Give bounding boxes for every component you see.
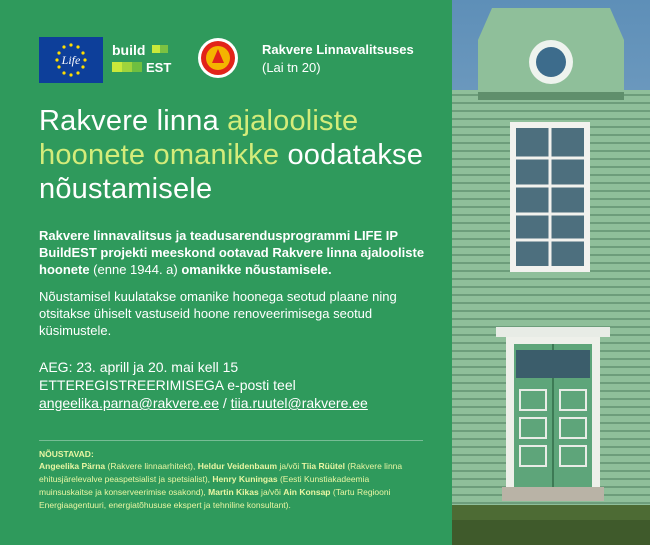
eu-life-text: Life	[61, 53, 81, 67]
divider	[39, 440, 423, 441]
rakvere-emblem	[197, 37, 239, 79]
lead-end: omanikke nõustamisele.	[181, 262, 332, 277]
est-text: EST	[146, 60, 172, 75]
title-highlight: ajalooliste hoonete omanikke	[39, 105, 359, 171]
body-paragraph: Nõustamisel kuulatakse omanike hoonega seotud plaane ning otsitakse ühiselt vastuseid hoone renoveerimisega seotud küsimustele.	[39, 289, 397, 338]
page-title	[39, 104, 449, 206]
build-text: build	[112, 42, 146, 58]
title-part1: Rakvere linna	[39, 105, 228, 137]
advisors-heading: NÕUSTAVAD:	[39, 449, 94, 459]
schedule-time: AEG: 23. aprill ja 20. mai kell 15	[39, 359, 239, 375]
advisor-name: Angeelika Pärna	[39, 461, 106, 471]
title-part3: oodatakse nõustamisele	[39, 139, 424, 205]
venue-address: (Lai tn 20)	[262, 60, 321, 75]
email-link-1[interactable]: angeelika.parna@rakvere.ee	[39, 395, 219, 411]
eu-life-logo	[39, 37, 103, 83]
email-link-2[interactable]: tiia.ruutel@rakvere.ee	[230, 395, 368, 411]
venue-info	[262, 41, 414, 77]
schedule-block	[39, 358, 444, 412]
lead-date-note: (enne 1944. a)	[89, 262, 182, 277]
schedule-registration: ETTEREGISTREERIMISEGA e-posti teel	[39, 377, 296, 393]
advisor-name: Ain Konsap	[283, 487, 331, 497]
lead-text: Rakvere linnavalitsus ja teadusarendusprogrammi LIFE IP BuildEST projekti meeskond ootavad Rakvere linna ajalooliste hoonete	[39, 228, 425, 277]
advisor-name: Tiia Rüütel	[301, 461, 345, 471]
venue-name: Rakvere Linnavalitsuses	[262, 42, 414, 57]
lead-paragraph	[39, 227, 444, 278]
email-separator: /	[219, 395, 231, 411]
advisor-name: Martin Kikas	[208, 487, 259, 497]
build-est-logo	[112, 41, 176, 77]
advisor-name: Heldur Veidenbaum	[197, 461, 278, 471]
advisor-name: Henry Kuningas	[212, 474, 278, 484]
advisors-list: Angeelika Pärna (Rakvere linnaarhitekt), Heldur Veidenbaum ja/või Tiia Rüütel (Rakvere linna ehitusjärelevalve peaspetsialist ja spetsialist), Henry Kuningas (Eesti Kunstiakadeemia muinsuskaitse ja konserveerimise osakond), Martin Kikas ja/või Ain Konsap (Tartu Regiooni Energiaagentuuri, energiatõhususe ekspert ja tehniline konsultant).	[39, 461, 403, 510]
building-photo	[452, 0, 650, 545]
